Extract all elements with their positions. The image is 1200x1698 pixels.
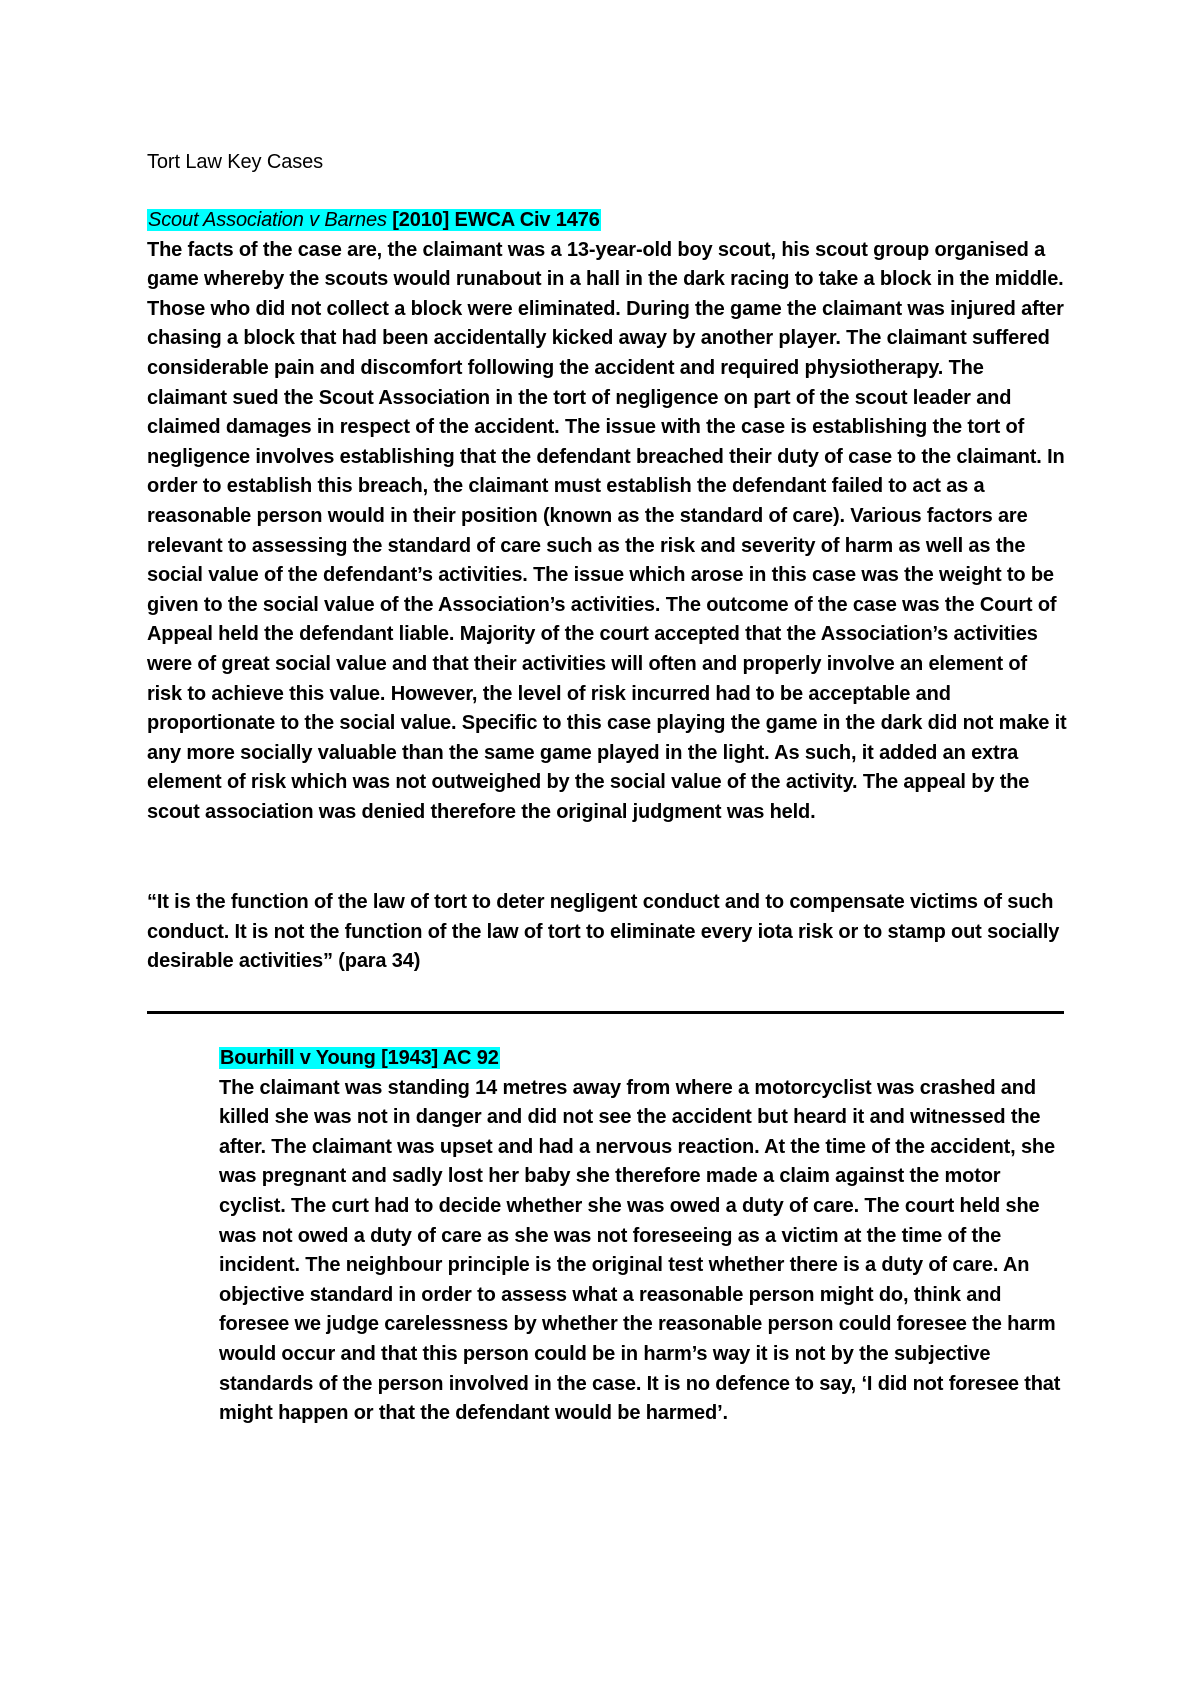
case-heading-highlight: Bourhill v Young [1943] AC 92 bbox=[220, 1047, 499, 1069]
document-title: Tort Law Key Cases bbox=[147, 151, 324, 173]
case-body-text: The facts of the case are, the claimant was a 13-year-old boy scout, his scout group organised a game whereby the scouts would runabout in a hall in the dark racing to take a block in the middle. Those who did not collect a block were eliminated. During the game the claimant was injured after chasing a block that had been accidentally kicked away by another player. The claimant suffered considerable pain and discomfort following the accident and required physiotherapy. The claimant sued the Scout Association in the tort of negligence on part of the scout leader and claimed damages in respect of the accident. The issue with the case is establishing the tort of negligence involves establishing that the defendant breached their duty of case to the claimant. In order to establish this breach, the claimant must establish the defendant failed to act as a reasonable person would in their position (known as the standard of care). Various factors are relevant to assessing the standard of care such as the risk and severity of harm as well as the social value of the defendant’s activities. The issue which arose in this case was the weight to be given to the social value of the Association’s activities. The outcome of the case was the Court of Appeal held the defendant liable. Majority of the court accepted that the Association’s activities were of great social value and that their activities will often and properly involve an element of risk to achieve this value. However, the level of risk incurred had to be acceptable and proportionate to the social value. Specific to this case playing the game in the dark did not make it any more socially valuable than the same game played in the light. As such, it added an extra element of risk which was not outweighed by the social value of the activity. The appeal by the scout association was denied therefore the original judgment was held. bbox=[147, 238, 1067, 823]
case-quote: “It is the function of the law of tort to deter negligent conduct and to compensate victims of such conduct. It is not the function of the law of tort to eliminate every iota risk or to stamp out socially desirable activities” (para 34) bbox=[147, 891, 1060, 973]
case-bourhill-v-young bbox=[219, 1044, 1069, 1429]
case-name: Scout Association v Barnes bbox=[148, 209, 387, 231]
case-citation: [2010] EWCA Civ 1476 bbox=[386, 209, 600, 231]
case-body-text: The claimant was standing 14 metres away from where a motorcyclist was crashed and killed she was not in danger and did not see the accident but heard it and witnessed the after. The claimant was upset and had a nervous reaction. At the time of the accident, she was pregnant and sadly lost her baby she therefore made a claim against the motor cyclist. The curt had to decide whether she was owed a duty of care. The court held she was not owed a duty of care as she was not foreseeing as a victim at the time of the incident. The neighbour principle is the original test whether there is a duty of care. An objective standard in order to assess what a reasonable person might do, think and foresee we judge carelessness by whether the reasonable person could foresee the harm would occur and that this person could be in harm’s way it is not by the subjective standards of the person involved in the case. It is no defence to say, ‘I did not foresee that might happen or that the defendant would be harmed’. bbox=[219, 1076, 1061, 1425]
case-heading-wrapper bbox=[147, 206, 1067, 236]
case-heading-highlight bbox=[147, 209, 601, 231]
section-divider bbox=[147, 1011, 1064, 1014]
case-heading-wrapper bbox=[219, 1044, 1069, 1074]
case-scout-association-v-barnes bbox=[147, 206, 1067, 827]
